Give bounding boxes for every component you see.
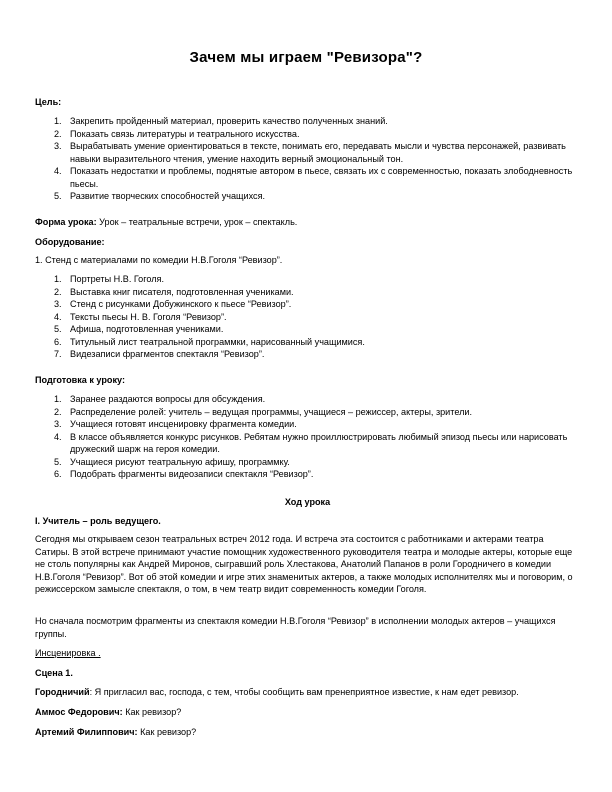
- list-item-text: Тексты пьесы Н. В. Гоголя “Ревизор”.: [70, 311, 227, 322]
- list-number: 3.: [54, 141, 62, 151]
- staging-label: Инсценировка .: [35, 648, 101, 658]
- goal-list: [35, 115, 580, 203]
- list-item-text: Учащиеся рисуют театральную афишу, программку.: [70, 456, 290, 467]
- section-heading: I. Учитель – роль ведущего.: [35, 516, 161, 526]
- dialogue-line: [35, 686, 580, 699]
- line-text: : Я пригласил вас, господа, с тем, чтобы сообщить вам пренеприятное известие, к нам едет ревизор.: [89, 687, 519, 697]
- preparation-list: [35, 393, 580, 481]
- list-number: 1.: [54, 394, 62, 404]
- equipment-heading: Оборудование:: [35, 237, 105, 247]
- list-item-text: Учащиеся готовят инсценировку фрагмента комедии.: [70, 419, 297, 429]
- goal-heading: Цель:: [35, 97, 62, 107]
- lesson-form-label: Форма урока:: [35, 217, 97, 227]
- list-item-text: Портреты Н.В. Гоголя.: [70, 274, 164, 284]
- list-number: 3.: [54, 419, 62, 429]
- list-number: 2.: [54, 128, 62, 139]
- list-item: [35, 406, 580, 419]
- list-number: 4.: [54, 431, 62, 442]
- dialogue-line: [35, 726, 580, 739]
- document-title: Зачем мы играем "Ревизора"?: [189, 49, 423, 66]
- line-text: Как ревизор?: [137, 727, 197, 737]
- equipment-list: [35, 273, 580, 361]
- list-number: 5.: [54, 324, 62, 334]
- list-number: 6.: [54, 469, 62, 479]
- list-item: [35, 323, 580, 336]
- list-number: 2.: [54, 406, 62, 417]
- list-number: 6.: [54, 336, 62, 347]
- list-item-text: Вырабатывать умение ориентироваться в тексте, понимать его, передавать мысли и чувства персонажей, развивать навыки выразительного чтения, умение находить верный эмоциональный тон.: [70, 141, 566, 164]
- list-item: [35, 468, 580, 481]
- lesson-form: [35, 216, 580, 229]
- list-item-text: Заранее раздаются вопросы для обсуждения.: [70, 394, 266, 404]
- list-number: 7.: [54, 349, 62, 359]
- list-item: [35, 431, 580, 456]
- list-item-text: Подобрать фрагменты видеозаписи спектакля “Ревизор”.: [70, 469, 314, 479]
- dialogue-line: [35, 706, 580, 719]
- list-item-text: Развитие творческих способностей учащихся.: [70, 191, 266, 201]
- list-item-text: Распределение ролей: учитель – ведущая программы, учащиеся – режиссер, актеры, зрители.: [70, 406, 472, 417]
- list-item: [35, 393, 580, 406]
- list-item-text: Титульный лист театральной программки, нарисованный учащимися.: [70, 336, 365, 347]
- speaker-name: Артемий Филиппович:: [35, 727, 138, 737]
- list-item-text: Стенд с рисунками Добужинского к пьесе “Ревизор”.: [70, 299, 292, 309]
- list-number: 5.: [54, 191, 62, 201]
- equipment-intro: 1. Стенд с материалами по комедии Н.В.Гоголя “Ревизор”.: [35, 255, 283, 265]
- list-item: [35, 311, 580, 324]
- list-number: 3.: [54, 299, 62, 309]
- list-item: [35, 348, 580, 361]
- list-item-text: Видезаписи фрагментов спектакля “Ревизор”.: [70, 349, 265, 359]
- list-item: [35, 190, 580, 203]
- line-text: Как ревизор?: [122, 707, 182, 717]
- list-number: 4.: [54, 311, 62, 322]
- list-item: [35, 336, 580, 349]
- intro-paragraph: Сегодня мы открываем сезон театральных встреч 2012 года. И встреча эта состоится с работниками и актерами театра Сатиры. В этой встрече принимают участие помощник художественного руководителя театра и молодые актеры, которые еще не столь популярны как Андрей Миронов, сыгравший роль Хлестакова, Анатолий Папанов в роли Городничего в комедии Н.В.Гоголя “Ревизор”. Вот об этой комедии и игре этих знаменитых актеров, а также молодых исполнителях мы и поговорим, о режиссерском замысле спектакля, о том, в чем театр видит современность комедии Гоголя.: [35, 534, 573, 594]
- list-item-text: Афиша, подготовленная учениками.: [70, 324, 224, 334]
- list-item: [35, 140, 580, 165]
- lesson-form-value: Урок – театральные встречи, урок – спектакль.: [96, 217, 298, 227]
- list-item-text: Показать недостатки и проблемы, поднятые автором в пьесе, связать их с современностью, показать злободневность пьесы.: [70, 166, 573, 189]
- list-item-text: Закрепить пройденный материал, проверить качество полученных знаний.: [70, 116, 388, 126]
- list-item-text: Выставка книг писателя, подготовленная учениками.: [70, 286, 294, 297]
- list-number: 1.: [54, 274, 62, 284]
- list-item-text: Показать связь литературы и театрального искусства.: [70, 128, 300, 139]
- paragraph: Но сначала посмотрим фрагменты из спектакля комедии Н.В.Гоголя “Ревизор” в исполнении молодых актеров – учащихся группы.: [35, 616, 556, 639]
- list-number: 1.: [54, 116, 62, 126]
- list-number: 5.: [54, 456, 62, 467]
- list-item: [35, 298, 580, 311]
- list-item: [35, 115, 580, 128]
- scene-heading: Сцена 1.: [35, 668, 73, 678]
- list-item: [35, 273, 580, 286]
- speaker-name: Аммос Федорович:: [35, 707, 123, 717]
- speaker-name: Городничий: [35, 687, 90, 697]
- list-item-text: В классе объявляется конкурс рисунков. Ребятам нужно проиллюстрировать любимый эпизод пьесы или нарисовать дружеский шарж на героя комедии.: [70, 431, 568, 454]
- list-item: [35, 165, 580, 190]
- list-item: [35, 286, 580, 299]
- list-item: [35, 456, 580, 469]
- list-item: [35, 128, 580, 141]
- preparation-heading: Подготовка к уроку:: [35, 375, 125, 385]
- list-item: [35, 418, 580, 431]
- course-heading: Ход урока: [284, 497, 331, 507]
- list-number: 4.: [54, 166, 62, 176]
- list-number: 2.: [54, 286, 62, 297]
